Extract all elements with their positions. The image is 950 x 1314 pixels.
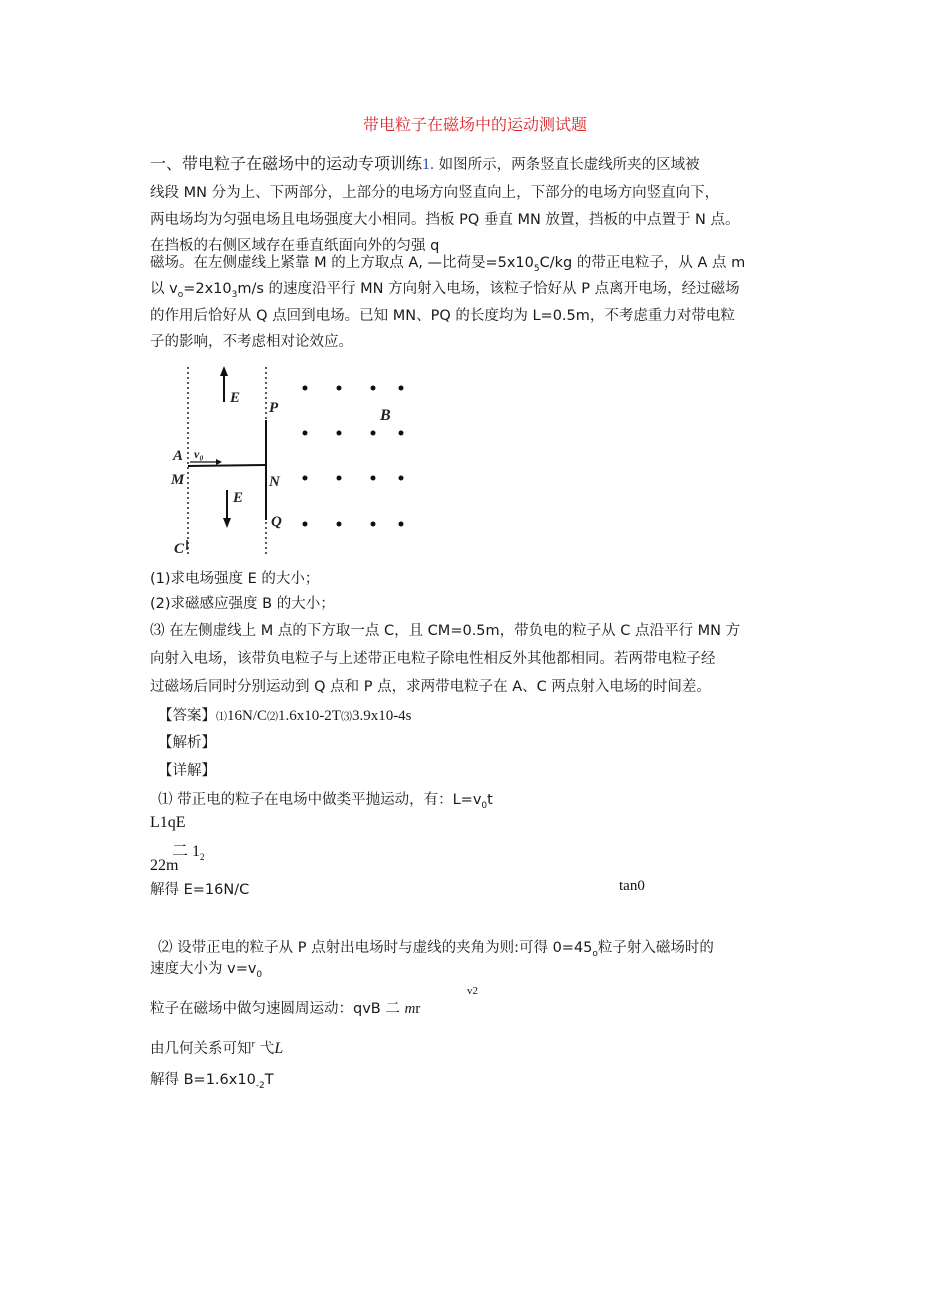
- intro-line-2: 线段 MN 分为上、下两部分，上部分的电场方向竖直向上，下部分的电场方向竖直向下，: [150, 185, 720, 201]
- speed-text: 速度大小为 v=v: [150, 961, 257, 977]
- b-field-dot: [337, 522, 342, 527]
- answer-part-1-marker: ⑴: [216, 710, 227, 723]
- label-b: B: [380, 407, 391, 424]
- detail-label: 【详解】: [158, 763, 216, 779]
- intro-line-5-b: C/kg 的带正电粒子，从 A 点 m: [539, 255, 746, 271]
- label-n: N: [269, 474, 280, 490]
- geometry-relation: [150, 1031, 283, 1063]
- intro-line-6-b: =2x10: [183, 281, 232, 297]
- label-a: A: [173, 448, 184, 464]
- result-b-text: 解得 B=1.6x10: [150, 1072, 256, 1088]
- tan-theta-fragment: tan0: [619, 878, 645, 890]
- intro-line-8: 子的影响，不考虑相对论效应。: [150, 334, 353, 350]
- answer-part-3-marker: ⑶: [340, 710, 352, 723]
- b-field-dot: [371, 431, 376, 436]
- question-3-line-3: 过磁场后同时分别运动到 Q 点和 P 点，求两带电粒子在 A、C 两点射入电场的时间差。: [150, 679, 711, 695]
- label-c: C: [174, 541, 185, 557]
- arrow-down-icon: [223, 518, 231, 528]
- b-field-dot: [371, 476, 376, 481]
- var-r: r: [415, 1001, 421, 1017]
- solution-step-2-text: ⑵ 设带正电的粒子从 P 点射出电场时与虚线的夹角为则:可得 0=45: [158, 940, 593, 956]
- question-1: (1)求电场强度 E 的大小；: [150, 571, 320, 587]
- result-b: [150, 1066, 274, 1100]
- geometry-symbol: 弋: [255, 1040, 275, 1057]
- b-field-dot: [399, 386, 404, 391]
- question-3-line-1: ⑶ 在左侧虚线上 M 点的下方取一点 C，且 CM=0.5m，带负电的粒子从 C 点沿平行 MN 方: [150, 623, 741, 639]
- intro-line-4: 在挡板的右侧区域存在垂直纸面向外的匀强 q: [150, 238, 440, 254]
- label-p: P: [269, 400, 279, 416]
- page-title: 带电粒子在磁场中的运动测试题: [362, 115, 587, 134]
- segment-mn: [188, 465, 266, 466]
- equation-line-b-text: 二 1: [172, 843, 201, 860]
- arrow-up-icon: [220, 366, 228, 376]
- answer-line: [158, 702, 412, 731]
- answer-part-3: 3.9x10-4s: [351, 708, 412, 724]
- b-field-dot: [337, 431, 342, 436]
- intro-line-3: 两电场均为匀强电场且电场强度大小相同。挡板 PQ 垂直 MN 放置，挡板的中点置于 N 点。: [150, 212, 740, 228]
- b-field-dot: [371, 522, 376, 527]
- label-v0: v₀: [194, 447, 204, 461]
- circular-motion-text: 粒子在磁场中做匀速圆周运动：qvB 二: [150, 1001, 405, 1017]
- analysis-label: 【解析】: [158, 735, 216, 751]
- answer-label: 【答案】: [158, 708, 216, 724]
- sub-0: 0: [481, 800, 488, 811]
- result-b-unit: T: [264, 1072, 274, 1088]
- label-e-top: E: [230, 390, 241, 406]
- field-diagram: [168, 362, 418, 562]
- solution-step-1-tail: t: [487, 792, 493, 808]
- solution-step-2-tail: 粒子射入磁场时的: [597, 940, 714, 956]
- result-e: 解得 E=16N/C: [150, 882, 250, 898]
- b-field-dot: [303, 386, 308, 391]
- b-field-dot: [399, 431, 404, 436]
- sub-2: 2: [200, 852, 205, 863]
- answer-part-1: 16N/C: [227, 708, 268, 724]
- b-field-dot: [303, 476, 308, 481]
- b-field-dot: [303, 431, 308, 436]
- exp-5: 5: [533, 263, 540, 274]
- intro-line-6-c: m/s 的速度沿平行 MN 方向射入电场，该粒子恰好从 P 点离开电场，经过磁场: [237, 281, 740, 297]
- intro-line-7: 的作用后恰好从 Q 点回到电场。已知 MN、PQ 的长度均为 L=0.5m，不考虑重力对带电粒: [150, 308, 735, 324]
- intro-line-1: [150, 150, 700, 179]
- equation-line-a: L1qE: [150, 814, 186, 831]
- label-q: Q: [271, 514, 282, 530]
- geometry-text: 由几何关系可知: [150, 1040, 252, 1057]
- exp-3: 3: [231, 289, 238, 300]
- b-field-dot: [399, 476, 404, 481]
- question-2: (2)求磁感应强度 B 的大小；: [150, 596, 335, 612]
- b-field-dot: [303, 522, 308, 527]
- var-l: L: [274, 1039, 284, 1057]
- label-e-bottom: E: [233, 490, 244, 506]
- b-field-dot: [399, 522, 404, 527]
- sub-o: o: [177, 289, 184, 300]
- intro-line-6-a: 以 v: [150, 281, 178, 297]
- answer-part-2-marker: ⑵: [267, 710, 279, 723]
- sub-0: 0: [256, 969, 263, 980]
- v0-arrowhead-icon: [216, 459, 222, 465]
- question-number: 1.: [422, 156, 435, 173]
- var-m: m: [404, 1001, 416, 1017]
- degree-sub: o: [592, 948, 598, 959]
- answer-part-2: 1.6x10-2T: [278, 708, 341, 724]
- circular-motion-equation: [150, 995, 420, 1023]
- label-m: M: [171, 472, 185, 488]
- b-field-dot: [337, 476, 342, 481]
- solution-step-1-text: ⑴ 带正电的粒子在电场中做类平抛运动，有：L=v: [158, 792, 482, 808]
- solution-step-1: [158, 786, 493, 820]
- section-heading: 一、带电粒子在磁场中的运动专项训练: [150, 154, 423, 173]
- question-3-line-2: 向射入电场，该带负电粒子与上述带正电粒子除电性相反外其他都相同。若两带电粒子经: [150, 651, 716, 667]
- intro-line-1-rest: 如图所示，两条竖直长虚线所夹的区域被: [438, 157, 700, 173]
- solution-step-2-line-2: [150, 955, 262, 989]
- b-field-dot: [337, 386, 342, 391]
- exp-neg2: -2: [255, 1080, 265, 1091]
- intro-line-5-a: 磁场。在左侧虚线上紧靠 M 的上方取点 A, —比荷旻=5x10: [150, 255, 534, 271]
- var-r-small: r: [251, 1040, 256, 1050]
- v-squared-superscript: v2: [467, 985, 478, 997]
- equation-line-c: 22m: [150, 857, 179, 874]
- b-field-dot: [371, 386, 376, 391]
